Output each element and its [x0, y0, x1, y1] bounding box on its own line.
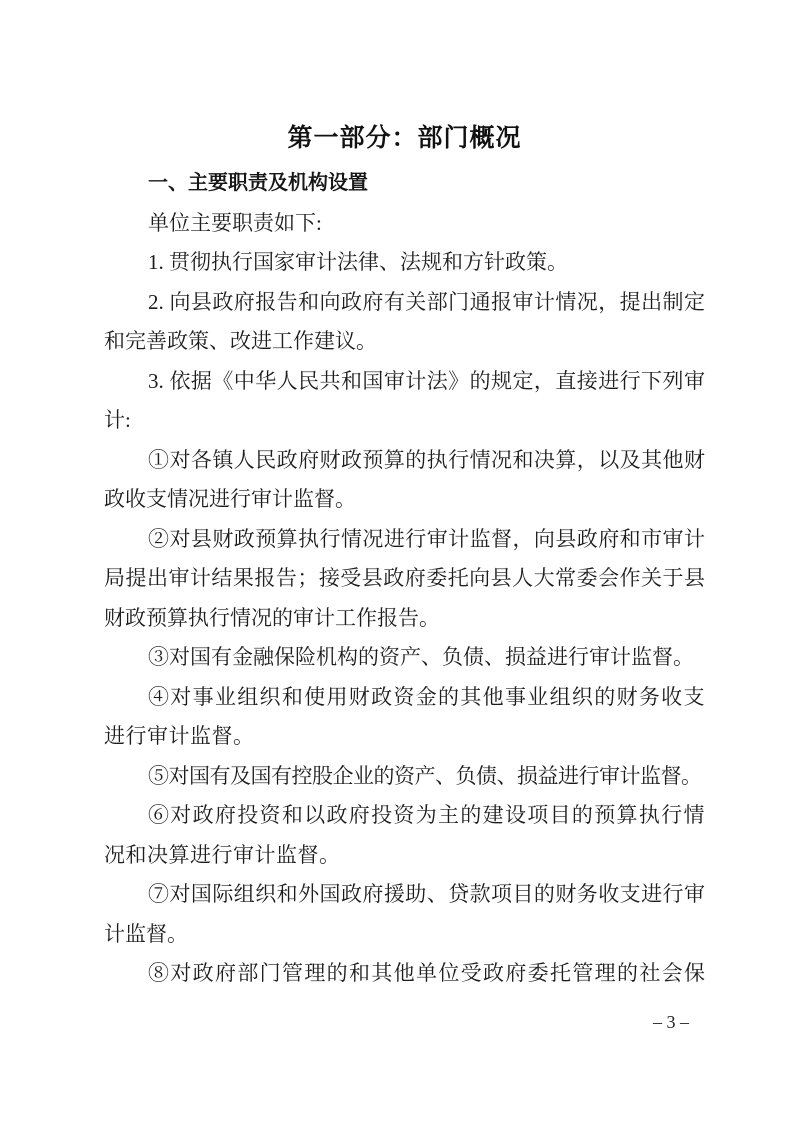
document-title: 第一部分：部门概况 — [287, 125, 522, 152]
paragraph-item-3: 3. 依据《中华人民共和国审计法》的规定，直接进行下列审计: — [104, 368, 705, 432]
section-heading: 一、主要职责及机构设置 — [148, 172, 368, 194]
paragraph-item-1: 1. 贯彻执行国家审计法律、法规和方针政策。 — [148, 250, 568, 274]
paragraph-subitem-6: ⑥对政府投资和以政府投资为主的建设项目的预算执行情况和决算进行审计监督。 — [104, 803, 705, 867]
paragraph-subitem-2: ②对县财政预算执行情况进行审计监督，向县政府和市审计局提出审计结果报告；接受县政府委托向县人大常委会作关于县财政预算执行情况的审计工作报告。 — [104, 526, 705, 630]
paragraph-subitem-3: ③对国有金融保险机构的资产、负债、损益进行审计监督。 — [148, 645, 694, 669]
document-content — [104, 118, 705, 994]
paragraph-subitem-8: ⑧对政府部门管理的和其他单位受政府委托管理的社会保 — [148, 961, 705, 985]
paragraph-subitem-7: ⑦对国际组织和外国政府援助、贷款项目的财务收支进行审计监督。 — [104, 882, 705, 946]
paragraph-subitem-4: ④对事业组织和使用财政资金的其他事业组织的财务收支进行审计监督。 — [104, 684, 705, 748]
paragraph-item-2: 2. 向县政府报告和向政府有关部门通报审计情况，提出制定和完善政策、改进工作建议。 — [104, 289, 705, 353]
paragraph-subitem-1: ①对各镇人民政府财政预算的执行情况和决算，以及其他财政收支情况进行审计监督。 — [104, 447, 705, 511]
page-number: – 3 – — [653, 1012, 689, 1032]
paragraph-subitem-5: ⑤对国有及国有控股企业的资产、负债、损益进行审计监督。 — [148, 763, 702, 788]
paragraph-intro: 单位主要职责如下: — [148, 210, 322, 235]
